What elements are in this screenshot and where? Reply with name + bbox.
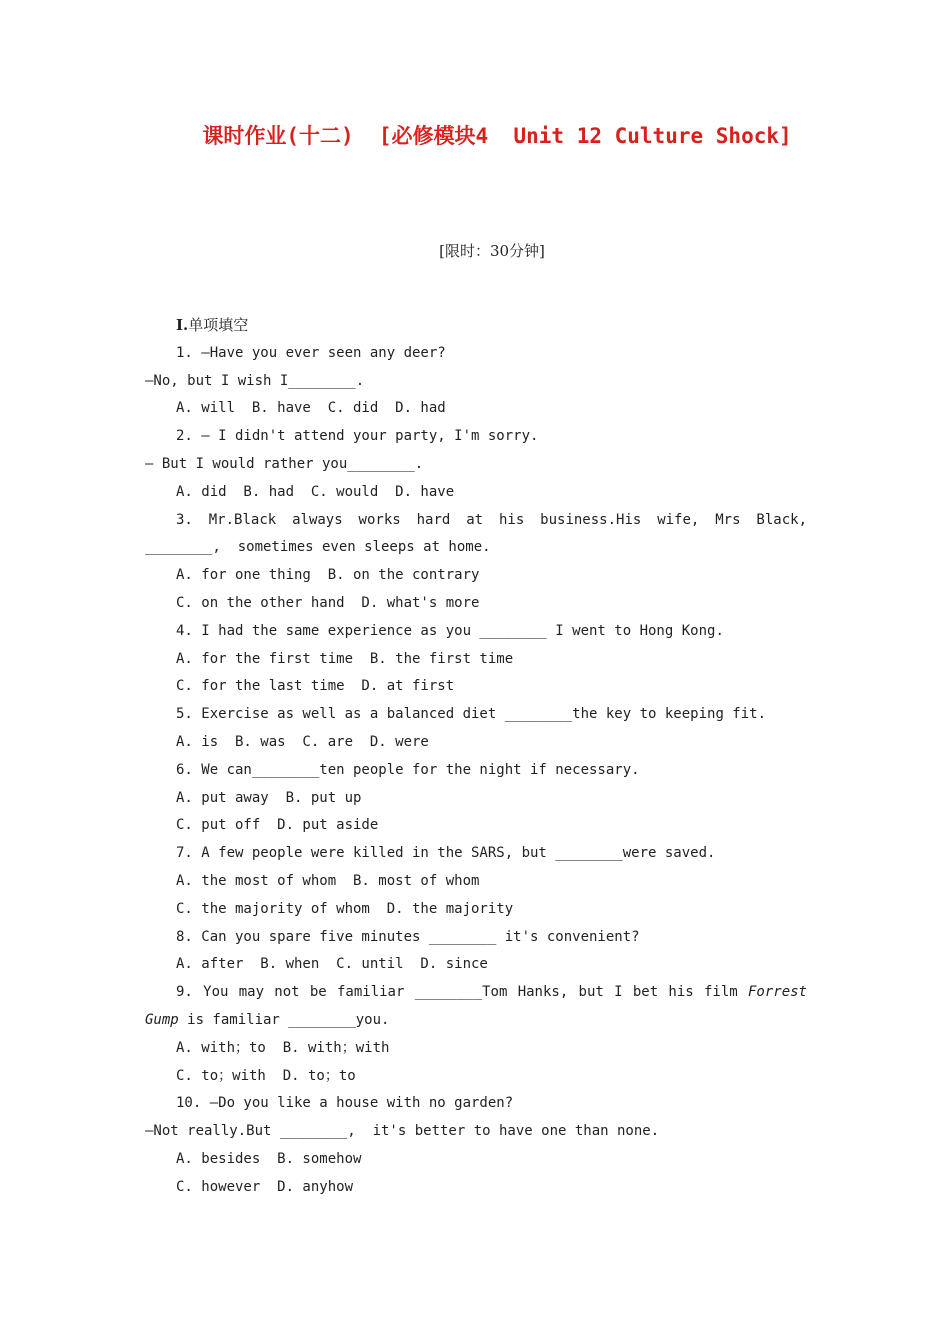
question-2-reply: — But I would rather you________. <box>145 455 424 472</box>
page-title: 课时作业(十二) [必修模块4 Unit 12 Culture Shock] <box>202 124 792 148</box>
question-6-options-2: C. put off D. put aside <box>176 817 379 834</box>
question-4-stem: 4. I had the same experience as you ________ I went to Hong Kong. <box>176 622 724 639</box>
exercise-content <box>145 312 807 1202</box>
question-3-stem: 3. Mr.Black always works hard at his business.His wife, Mrs Black, <box>176 511 807 528</box>
film-title-part-2: Gump <box>145 1011 179 1028</box>
section-name: 单项填空 <box>188 316 249 334</box>
question-4-options-2: C. for the last time D. at first <box>176 678 455 695</box>
question-1-reply: —No, but I wish I________. <box>145 372 365 389</box>
question-6-stem: 6. We can________ten people for the night if necessary. <box>176 761 640 778</box>
question-8-options: A. after B. when C. until D. since <box>176 956 488 973</box>
question-1-stem: 1. —Have you ever seen any deer? <box>176 344 446 361</box>
question-2-stem: 2. — I didn't attend your party, I'm sorry. <box>176 428 539 445</box>
question-9-stem-cont <box>145 1007 807 1035</box>
question-7-stem: 7. A few people were killed in the SARS, but ________were saved. <box>176 845 716 862</box>
question-9-stem <box>145 979 807 1007</box>
question-3-options-2: C. on the other hand D. what's more <box>176 594 480 611</box>
question-10-reply: —Not really.But ________, it's better to have one than none. <box>145 1123 660 1140</box>
question-9-options-1: A. with；to B. with；with <box>176 1039 390 1056</box>
question-10-options-1: A. besides B. somehow <box>176 1150 362 1167</box>
question-5-options: A. is B. was C. are D. were <box>176 733 429 750</box>
question-9-stem-end: is familiar ________you. <box>178 1011 390 1028</box>
section-numeral: Ⅰ. <box>176 316 189 334</box>
question-1-options: A. will B. have C. did D. had <box>176 400 446 417</box>
question-2-options: A. did B. had C. would D. have <box>176 483 455 500</box>
question-10-options-2: C. however D. anyhow <box>176 1178 354 1195</box>
question-3-options-1: A. for one thing B. on the contrary <box>176 567 480 584</box>
question-5-stem: 5. Exercise as well as a balanced diet ________the key to keeping fit. <box>176 706 767 723</box>
question-7-options-2: C. the majority of whom D. the majority <box>176 900 514 917</box>
question-6-options-1: A. put away B. put up <box>176 789 362 806</box>
question-9-options-2: C. to；with D. to；to <box>176 1067 356 1084</box>
question-9-stem-text: 9. You may not be familiar ________Tom Hanks, but I bet his film <box>176 984 748 1001</box>
question-3-stem-cont: ________, sometimes even sleeps at home. <box>145 539 491 556</box>
question-4-options-1: A. for the first time B. the first time <box>176 650 514 667</box>
film-title-part-1: Forrest <box>747 984 807 1001</box>
question-8-stem: 8. Can you spare five minutes ________ it's convenient? <box>176 928 640 945</box>
section-heading <box>145 312 807 340</box>
question-10-stem: 10. —Do you like a house with no garden? <box>176 1095 514 1112</box>
time-limit: [限时：30分钟] <box>439 242 545 260</box>
question-7-options-1: A. the most of whom B. most of whom <box>176 872 480 889</box>
